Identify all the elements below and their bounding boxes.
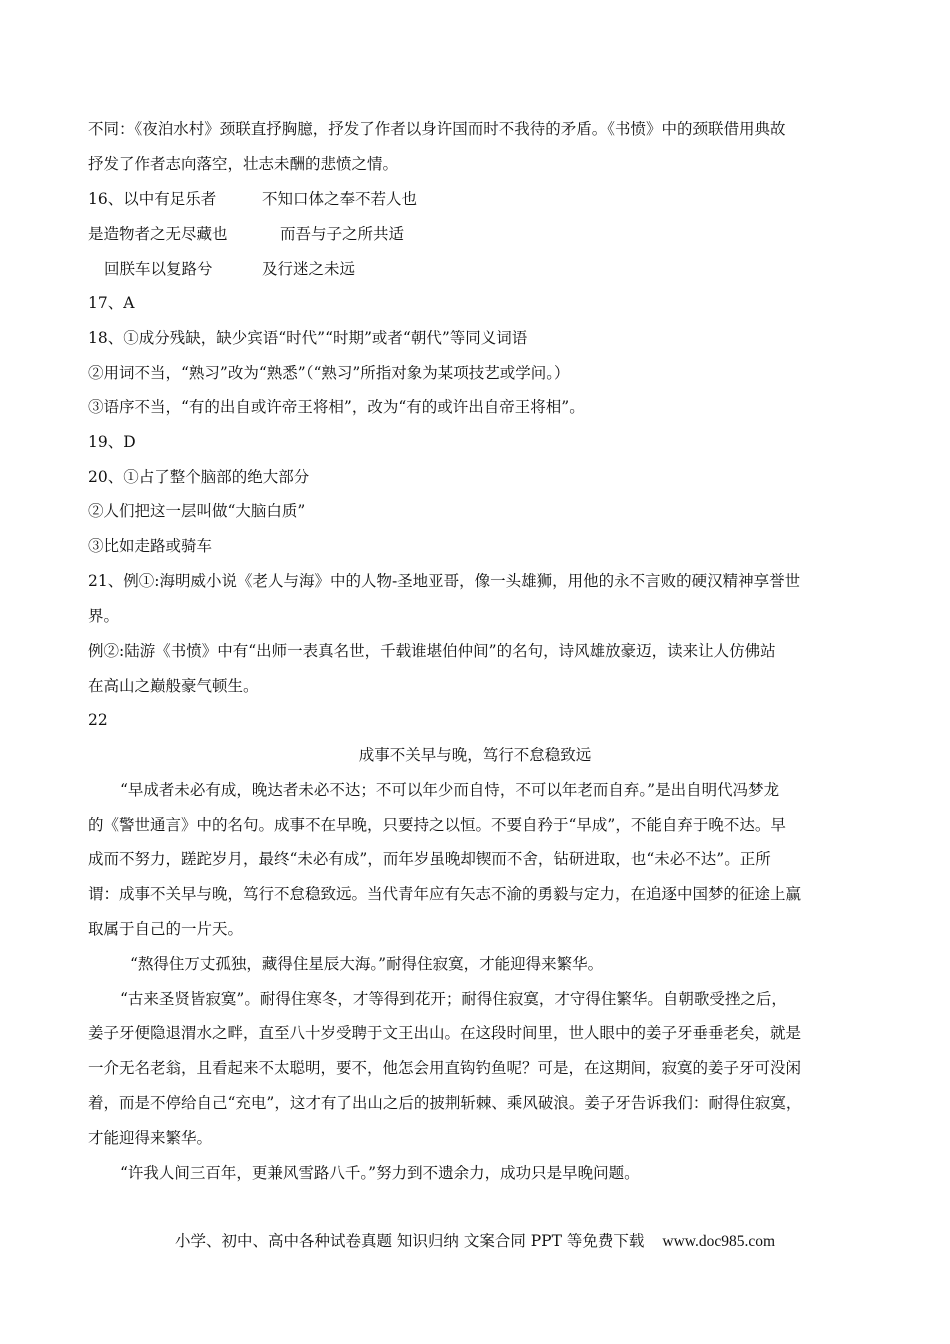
text-line: ③比如走路或骑车: [88, 537, 213, 555]
footer-url[interactable]: www.doc985.com: [662, 1233, 776, 1250]
answer-21: 21、例①:海明威小说《老人与海》中的人物-圣地亚哥，像一头雄狮，用他的永不言败的硬汉精神享誉世: [88, 572, 801, 590]
text-line: 界。: [88, 607, 120, 625]
text-line: 是造物者之无尽藏也: [88, 225, 228, 243]
answer-22: 22: [88, 711, 108, 729]
essay-paragraph-line: 着，而是不停给自己“充电”，这才有了出山之后的披荆斩棘、乘风破浪。姜子牙告诉我们：耐得住寂寞，: [88, 1094, 802, 1112]
essay-paragraph-line: 姜子牙便隐退渭水之畔，直至八十岁受聘于文王出山。在这段时间里，世人眼中的姜子牙垂垂老矣，就是: [88, 1024, 802, 1042]
answer-18: 18、①成分残缺，缺少宾语“时代”“时期”或者“朝代”等同义词语: [88, 329, 528, 347]
text-line: 抒发了作者志向落空，壮志未酬的悲愤之情。: [88, 155, 399, 173]
footer-text: 小学、初中、高中各种试卷真题 知识归纳 文案合同 PPT 等免费下载: [174, 1232, 645, 1250]
answer-20: 20、①占了整个脑部的绝大部分: [88, 468, 310, 486]
essay-title: 成事不关早与晚，笃行不怠稳致远: [358, 746, 592, 764]
essay-paragraph-line: 谓：成事不关早与晚，笃行不怠稳致远。当代青年应有矢志不渝的勇毅与定力，在追逐中国梦的征途上赢: [88, 885, 802, 903]
text-line: ②人们把这一层叫做“大脑白质”: [88, 502, 306, 520]
text-line: 在高山之巅般豪气顿生。: [88, 677, 259, 695]
essay-paragraph-line: “熬得住万丈孤独，藏得住星辰大海。”耐得住寂寞，才能迎得来繁华。: [130, 955, 604, 973]
essay-paragraph-line: “许我人间三百年，更兼风雪路八千。”努力到不遗余力，成功只是早晚问题。: [120, 1164, 640, 1182]
essay-paragraph-line: 才能迎得来繁华。: [88, 1129, 213, 1147]
text-line: 例②:陆游《书愤》中有“出师一表真名世，千载谁堪伯仲间”的名句，诗风雄放豪迈，读来让人仿佛站: [88, 642, 776, 660]
page-footer: [0, 1230, 950, 1253]
essay-paragraph-line: 的《警世通言》中的名句。成事不在早晚，只要持之以恒。不要自矜于“早成”，不能自弃于晚不达。早: [88, 816, 786, 834]
answer-17: 17、A: [88, 294, 135, 312]
essay-paragraph-line: “古来圣贤皆寂寞”。耐得住寒冬，才等得到花开；耐得住寂寞，才守得住繁华。自朝歌受挫之后，: [120, 990, 787, 1008]
text-line: 而吾与子之所共适: [280, 225, 405, 243]
text-line: 回朕车以复路兮: [104, 260, 213, 278]
text-line: 及行迷之未远: [262, 260, 356, 278]
essay-paragraph-line: 取属于自己的一片天。: [88, 920, 244, 938]
text-line: 不知口体之奉不若人也: [262, 190, 418, 208]
essay-paragraph-line: 一介无名老翁，且看起来不太聪明，要不，他怎会用直钩钓鱼呢？可是，在这期间，寂寞的姜子牙可没闲: [88, 1059, 802, 1077]
answer-19: 19、D: [88, 433, 136, 451]
essay-paragraph-line: “早成者未必有成，晚达者未必不达；不可以年少而自恃，不可以年老而自弃。”是出自明代冯梦龙: [120, 781, 780, 799]
text-line: ③语序不当，“有的出自或许帝王将相”，改为“有的或许出自帝王将相”。: [88, 398, 585, 416]
answer-16-label: 16、以中有足乐者: [88, 190, 217, 208]
essay-paragraph-line: 成而不努力，蹉跎岁月，最终“未必有成”，而年岁虽晚却锲而不舍，钻研进取，也“未必不达”。正所: [88, 850, 771, 868]
text-line: 不同：《夜泊水村》颈联直抒胸臆，抒发了作者以身许国而时不我待的矛盾。《书愤》中的颈联借用典故: [88, 120, 786, 138]
text-line: ②用词不当，“熟习”改为“熟悉”（“熟习”所指对象为某项技艺或学问。）: [88, 364, 570, 382]
